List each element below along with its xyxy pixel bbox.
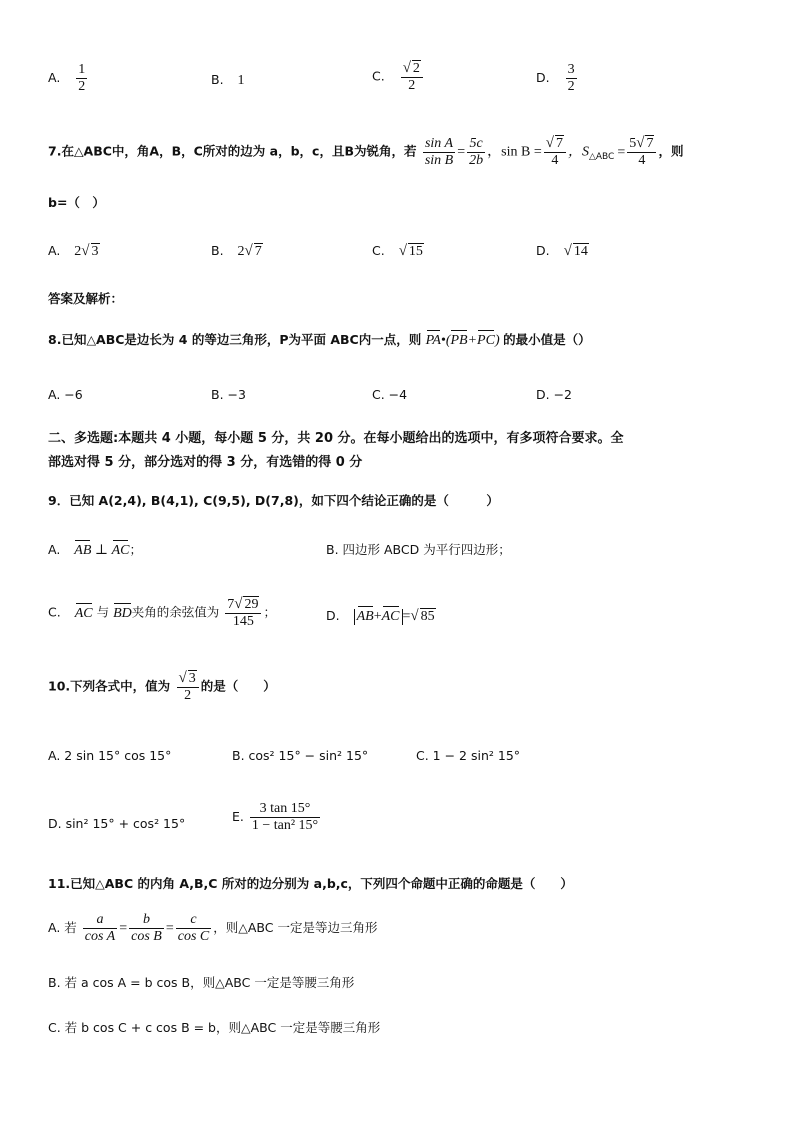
equals-sign: = xyxy=(165,921,174,937)
numerator: 5√ 7 xyxy=(627,135,656,153)
q10-option-c: C. 1 − 2 sin² 15° xyxy=(416,748,521,763)
numerator: √ 2 xyxy=(401,60,423,78)
denominator: 4 xyxy=(551,153,559,169)
numerator: c xyxy=(176,912,212,929)
numerator: √ 7 xyxy=(544,135,566,153)
fraction xyxy=(129,912,164,945)
radicand: 7 xyxy=(555,136,563,151)
q7-option-b: B. 2√ 7 xyxy=(211,243,262,259)
option-label: E. xyxy=(232,809,244,825)
connector-text: 与 xyxy=(96,604,110,620)
option-label: A. xyxy=(48,243,61,258)
q9-option-a xyxy=(48,540,142,559)
q10-option-a: A. 2 sin 15° cos 15° xyxy=(48,748,172,763)
denominator: 2b xyxy=(469,152,484,168)
denominator: 4 xyxy=(638,153,646,169)
q7-option-a: A. 2√ 3 xyxy=(48,243,99,259)
q8-option-c: C. −4 xyxy=(372,387,408,402)
radicand: 3 xyxy=(91,244,99,259)
radicand: 3 xyxy=(188,671,196,686)
coefficient: 7 xyxy=(227,597,235,612)
question-text: 8.已知△ABC是边长为 4 的等边三角形，P为平面 ABC内一点，则 xyxy=(48,332,422,347)
vector-pc: PC xyxy=(477,333,495,348)
vector-ab: AB xyxy=(356,609,374,624)
coefficient: 5 xyxy=(629,136,637,151)
fraction xyxy=(401,60,423,94)
fraction xyxy=(76,62,87,95)
denominator: 145 xyxy=(232,614,254,630)
equals-sign: = xyxy=(617,144,626,160)
question-text: ，sin B = xyxy=(487,144,542,160)
radicand: 15 xyxy=(408,244,423,259)
q11-question: 11.已知△ABC 的内角 A,B,C 所对的边分别为 a,b,c，下列四个命题中正确的命题是（ ） xyxy=(48,876,573,891)
q10-option-e xyxy=(232,801,322,834)
denominator: cos A xyxy=(84,929,116,945)
q8-question: 8.已知△ABC是边长为 4 的等边三角形，P为平面 ABC内一点，则 PA•(PB+PC) 的最小值是（） xyxy=(48,332,591,348)
option-label: A. 若 xyxy=(48,920,77,936)
q6-option-c xyxy=(372,60,425,94)
fraction xyxy=(83,912,117,945)
question-text: 的最小值是（） xyxy=(503,332,591,347)
denominator: sin B xyxy=(424,152,454,168)
answer-heading: 答案及解析： xyxy=(48,291,124,306)
vector-ac: AC xyxy=(111,543,130,558)
question-text: ，则 xyxy=(658,143,684,159)
option-text: 夹角的余弦值为 xyxy=(131,604,220,620)
q8-option-b: B. −3 xyxy=(211,387,246,402)
question-text: 10.下列各式中，值为 xyxy=(48,678,171,694)
fraction xyxy=(250,801,320,834)
area-subscript: △ABC xyxy=(588,152,615,163)
option-label: C. xyxy=(372,68,385,84)
q8-option-a: A. −6 xyxy=(48,387,83,402)
radicand: 14 xyxy=(573,244,588,259)
numerator: sin A xyxy=(423,136,455,153)
section-heading-line2: 部选对得 5 分，部分选对的得 3 分，有选错的得 0 分 xyxy=(48,455,363,470)
equals-sign: = xyxy=(457,144,466,160)
option-value: 1 xyxy=(237,73,245,88)
option-label: B. xyxy=(211,243,224,258)
q8-option-d: D. −2 xyxy=(536,387,572,402)
q7-question xyxy=(48,135,684,169)
numerator: a xyxy=(83,912,117,929)
option-label: D. xyxy=(536,243,550,258)
denominator: cos C xyxy=(177,929,210,945)
plus-operator: + xyxy=(467,333,478,348)
magnitude xyxy=(354,609,403,625)
plus-operator: + xyxy=(373,609,382,624)
dot-operator: • xyxy=(440,333,446,348)
q6-option-b xyxy=(211,72,245,89)
fraction xyxy=(566,62,577,95)
option-label: C. xyxy=(372,243,385,258)
punctuation: ； xyxy=(263,604,276,620)
question-text: 的是（ ） xyxy=(200,678,276,694)
numerator: 1 xyxy=(76,62,87,79)
q6-option-a xyxy=(48,62,89,95)
question-text: 7.在△ABC中，角A，B，C所对的边为 a，b，c，且B为锐角，若 xyxy=(48,143,417,159)
fraction xyxy=(467,136,485,169)
q7-question-line2: b=（ ） xyxy=(48,195,105,210)
q7-option-c: C. √ 15 xyxy=(372,243,423,259)
numerator: √ 3 xyxy=(177,670,199,688)
vector-ac: AC xyxy=(381,609,400,624)
q10-question xyxy=(48,670,276,704)
coefficient: 2 xyxy=(237,244,245,259)
denominator: 1 − tan² 15° xyxy=(251,818,319,834)
denominator: 2 xyxy=(408,78,416,94)
equals-sign: = xyxy=(402,609,411,624)
q7-option-d: D. √ 14 xyxy=(536,243,588,259)
q6-option-d xyxy=(536,62,579,95)
q11-option-a xyxy=(48,912,378,945)
radicand: 29 xyxy=(244,597,259,612)
numerator: 3 xyxy=(566,62,577,79)
radicand: 85 xyxy=(420,609,435,624)
denominator: 2 xyxy=(567,79,575,95)
denominator: 2 xyxy=(78,79,86,95)
radicand: 2 xyxy=(412,61,420,76)
section-heading-line1: 二、多选题:本题共 4 小题，每小题 5 分，共 20 分。在每小题给出的选项中，有多项符合要求。全 xyxy=(48,431,624,446)
q9-option-d: D. AB+AC =√ 85 xyxy=(326,608,435,624)
fraction xyxy=(627,135,656,169)
numerator: 5c xyxy=(467,136,485,153)
q9-option-b: B. 四边形 ABCD 为平行四边形； xyxy=(326,542,511,557)
q11-option-c: C. 若 b cos C + c cos B = b，则△ABC 一定是等腰三角形 xyxy=(48,1020,381,1035)
option-label: B. xyxy=(211,72,224,87)
vector-ab: AB xyxy=(74,543,92,558)
option-label: A. xyxy=(48,70,61,86)
fraction xyxy=(544,135,566,169)
option-text: ，则△ABC 一定是等边三角形 xyxy=(213,920,378,936)
punctuation: ； xyxy=(129,542,142,557)
radicand: 7 xyxy=(646,136,654,151)
numerator: 7√ 29 xyxy=(225,596,261,614)
area-symbol: ，S xyxy=(567,144,589,160)
fraction xyxy=(423,136,455,169)
coefficient: 2 xyxy=(74,244,82,259)
vector-ac: AC xyxy=(74,605,93,621)
vector-bd: BD xyxy=(113,605,132,621)
q11-option-b: B. 若 a cos A = b cos B，则△ABC 一定是等腰三角形 xyxy=(48,975,355,990)
vector-pa: PA xyxy=(425,333,441,348)
fraction xyxy=(176,912,212,945)
equals-sign: = xyxy=(119,921,128,937)
option-label: C. xyxy=(48,604,61,620)
fraction xyxy=(177,670,199,704)
denominator: cos B xyxy=(131,929,162,945)
denominator: 2 xyxy=(184,688,192,704)
numerator: 3 tan 15° xyxy=(250,801,320,818)
q9-option-c xyxy=(48,596,276,630)
radicand: 7 xyxy=(254,244,262,259)
q10-option-d: D. sin² 15° + cos² 15° xyxy=(48,816,186,831)
option-label: A. xyxy=(48,542,61,557)
q10-option-b: B. cos² 15° − sin² 15° xyxy=(232,748,369,763)
vector-pb: PB xyxy=(450,333,468,348)
numerator: b xyxy=(129,912,164,929)
perpendicular-symbol: ⊥ xyxy=(94,543,109,558)
option-label: D. xyxy=(536,70,550,86)
q9-question: 9．已知 A(2,4), B(4,1), C(9,5), D(7,8)，如下四个结论正确的是（ ） xyxy=(48,493,499,508)
option-label: D. xyxy=(326,608,340,623)
fraction xyxy=(225,596,261,630)
